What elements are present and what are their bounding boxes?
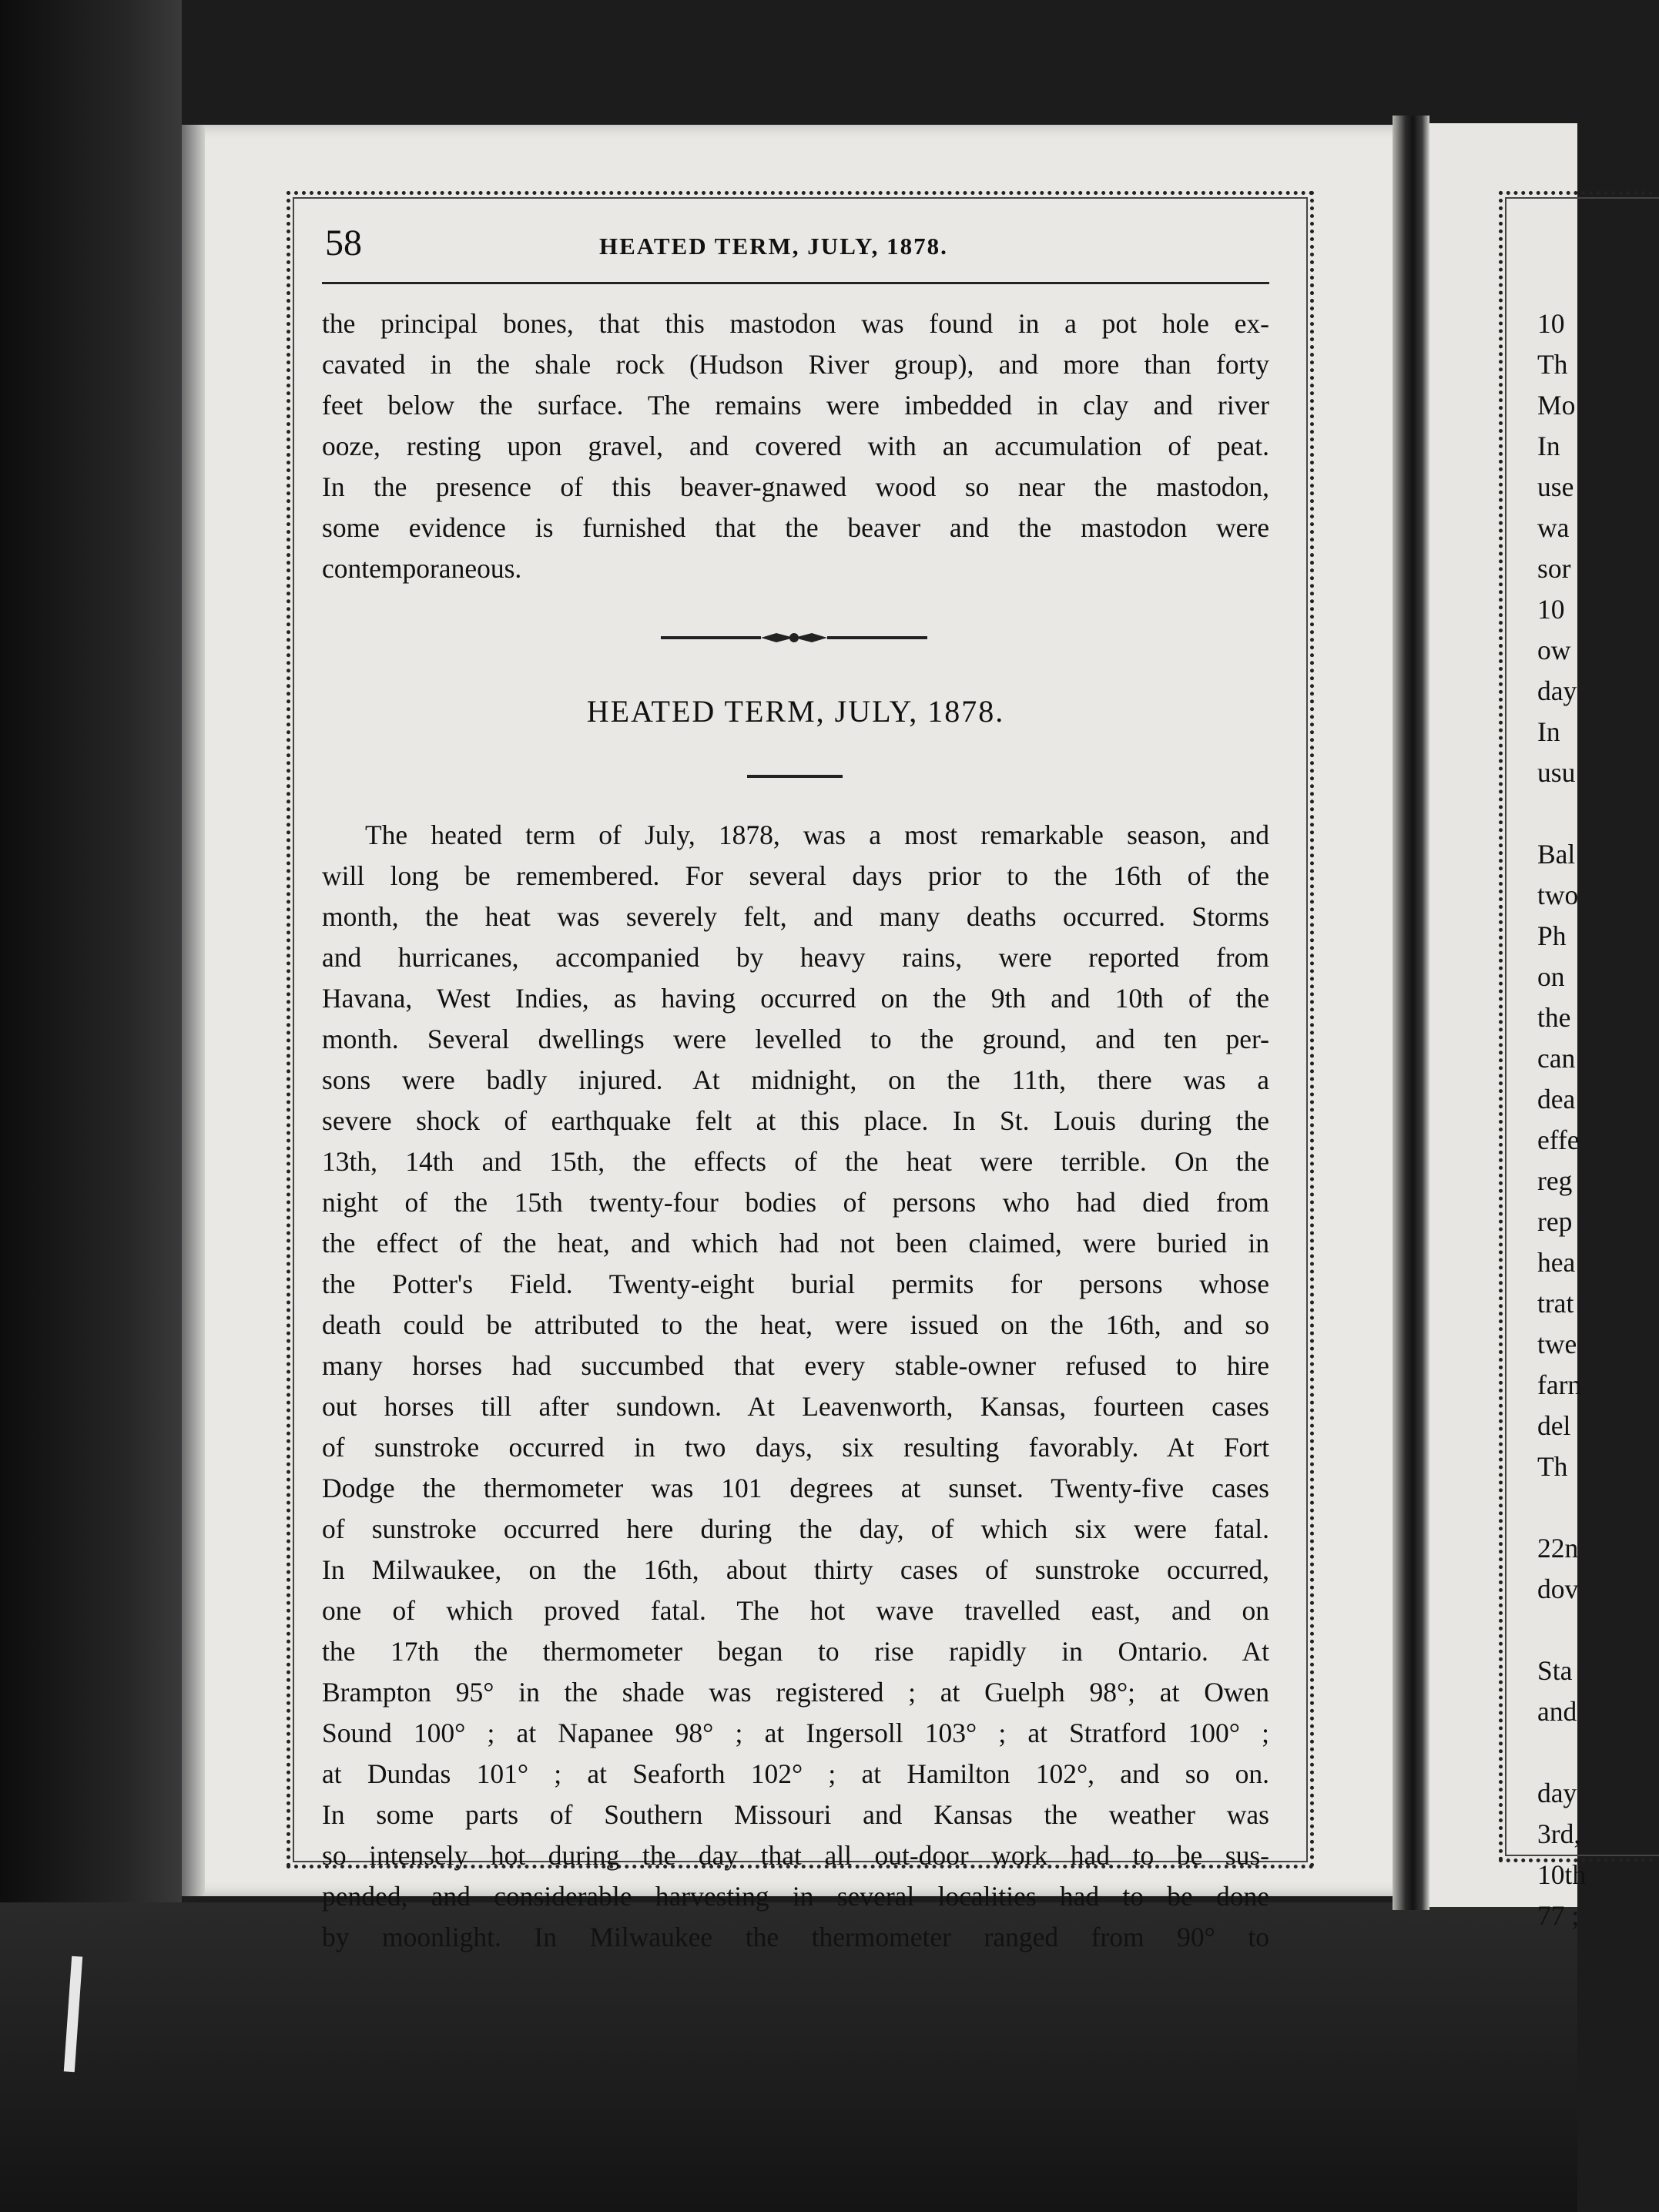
text-line: The heated term of July, 1878, was a most remarkable season, and [365,819,1269,850]
text-line: will long be remembered. For several days prior to the 16th of the [322,860,1269,891]
fragment: 22n [1537,1533,1579,1563]
fragment: day [1537,1778,1577,1808]
running-head: HEATED TERM, JULY, 1878. [599,233,948,260]
fragment [1537,1487,1584,1528]
fragment: effe [1537,1124,1580,1155]
fragment: usu [1537,757,1576,788]
scan-background-left [0,0,182,2212]
fragment: Ph [1537,920,1567,951]
section-title: HEATED TERM, JULY, 1878. [586,694,1005,729]
text-line: the effect of the heat, and which had not been claimed, were buried in [322,1228,1269,1258]
text-line: night of the 15th twenty-four bodies of persons who had died from [322,1187,1269,1218]
text-line: of sunstroke occurred here during the day, of which six were fatal. [322,1513,1269,1544]
section-divider-ornament [661,628,927,647]
text-line: the principal bones, that this mastodon was found in a pot hole ex- [322,308,1269,339]
fragment: 10 [1537,594,1565,625]
fragment: trat [1537,1288,1574,1319]
text-line: by moonlight. In Milwaukee the thermometer ranged from 90° to [322,1922,1269,1952]
fragment: hea [1537,1247,1576,1278]
text-line: many horses had succumbed that every stable-owner refused to hire [322,1350,1269,1381]
text-line: so intensely hot during the day that all out-door work had to be sus- [322,1840,1269,1871]
text-line: out horses till after sundown. At Leavenworth, Kansas, fourteen cases [322,1391,1269,1422]
text-line: cavated in the shale rock (Hudson River group), and more than forty [322,349,1269,380]
fragment: dea [1537,1084,1576,1114]
text-line: month. Several dwellings were levelled to the ground, and ten per- [322,1024,1269,1054]
text-line: at Dundas 101° ; at Seaforth 102° ; at Hamilton 102°, and so on. [322,1758,1269,1789]
fragment: can [1537,1043,1576,1074]
text-line: the 17th the thermometer began to rise rapidly in Ontario. At [322,1636,1269,1667]
fragment: reg [1537,1165,1573,1196]
text-line: Brampton 95° in the shade was registered ; at Guelph 98°; at Owen [322,1677,1269,1708]
fragment: sor [1537,553,1571,584]
text-line: death could be attributed to the heat, were issued on the 16th, and so [322,1309,1269,1340]
text-line: of sunstroke occurred in two days, six resulting favorably. At Fort [322,1432,1269,1463]
book-gutter [1393,116,1429,1910]
text-line: month, the heat was severely felt, and many deaths occurred. Storms [322,901,1269,932]
fragment: on [1537,961,1565,992]
text-line: contemporaneous. [322,553,522,584]
text-line: severe shock of earthquake felt at this place. In St. Louis during the [322,1105,1269,1136]
fragment: and [1537,1696,1577,1727]
text-line: ooze, resting upon gravel, and covered with an accumulation of peat. [322,431,1269,461]
fragment: Bal [1537,839,1576,870]
text-line: 13th, 14th and 15th, the effects of the heat were terrible. On the [322,1146,1269,1177]
fragment: 10 [1537,308,1565,339]
fragment: Mo [1537,390,1576,421]
text-line: In the presence of this beaver-gnawed wood so near the mastodon, [322,471,1269,502]
text-line: and hurricanes, accompanied by heavy rains, were reported from [322,942,1269,973]
fragment: In [1537,431,1560,461]
fragment [1537,1610,1584,1651]
text-line: In Milwaukee, on the 16th, about thirty cases of sunstroke occurred, [322,1554,1269,1585]
text-line: Sound 100° ; at Napanee 98° ; at Ingersoll 103° ; at Stratford 100° ; [322,1718,1269,1748]
text-line: In some parts of Southern Missouri and Kansas the weather was [322,1799,1269,1830]
text-line: Havana, West Indies, as having occurred on the 9th and 10th of the [322,983,1269,1014]
text-line: the Potter's Field. Twenty-eight burial permits for persons whose [322,1269,1269,1299]
text-line: some evidence is furnished that the beaver and the mastodon were [322,512,1269,543]
fragment: del [1537,1410,1571,1441]
fragment: rep [1537,1206,1573,1237]
text-line: one of which proved fatal. The hot wave travelled east, and on [322,1595,1269,1626]
header-rule [322,282,1269,284]
fragment: In [1537,716,1560,747]
fragment [1537,1732,1584,1773]
fragment: use [1537,471,1574,502]
text-line: Dodge the thermometer was 101 degrees at sunset. Twenty-five cases [322,1473,1269,1503]
fragment: Sta [1537,1655,1573,1686]
text-line: pended, and considerable harvesting in several localities had to be done [322,1881,1269,1912]
fragment: twe [1537,1329,1577,1359]
page-number: 58 [325,223,362,263]
page-edge-shadow [182,125,205,1896]
fragment: ow [1537,635,1571,665]
fragment: 3rd, [1537,1818,1581,1849]
fragment [1537,793,1584,834]
fragment: day [1537,675,1577,706]
text-line: feet below the surface. The remains were imbedded in clay and river [322,390,1269,421]
fragment: wa [1537,512,1570,543]
fragment: 77 ; [1537,1900,1580,1931]
fragment [1537,1936,1584,1977]
fragment: Th [1537,349,1568,380]
fragment: Th [1537,1451,1568,1482]
facing-page-text-fragments [1537,303,1587,1977]
title-rule [747,775,843,778]
continuation-paragraph [322,303,1269,589]
fragment: farn [1537,1369,1582,1400]
article-paragraph [322,815,1269,1958]
fragment: the [1537,1002,1571,1033]
page-header [322,222,1269,283]
text-line: sons were badly injured. At midnight, on the 11th, there was a [322,1064,1269,1095]
fragment: 10th [1537,1859,1587,1890]
fragment: two [1537,880,1579,910]
fragment: dov [1537,1574,1579,1604]
